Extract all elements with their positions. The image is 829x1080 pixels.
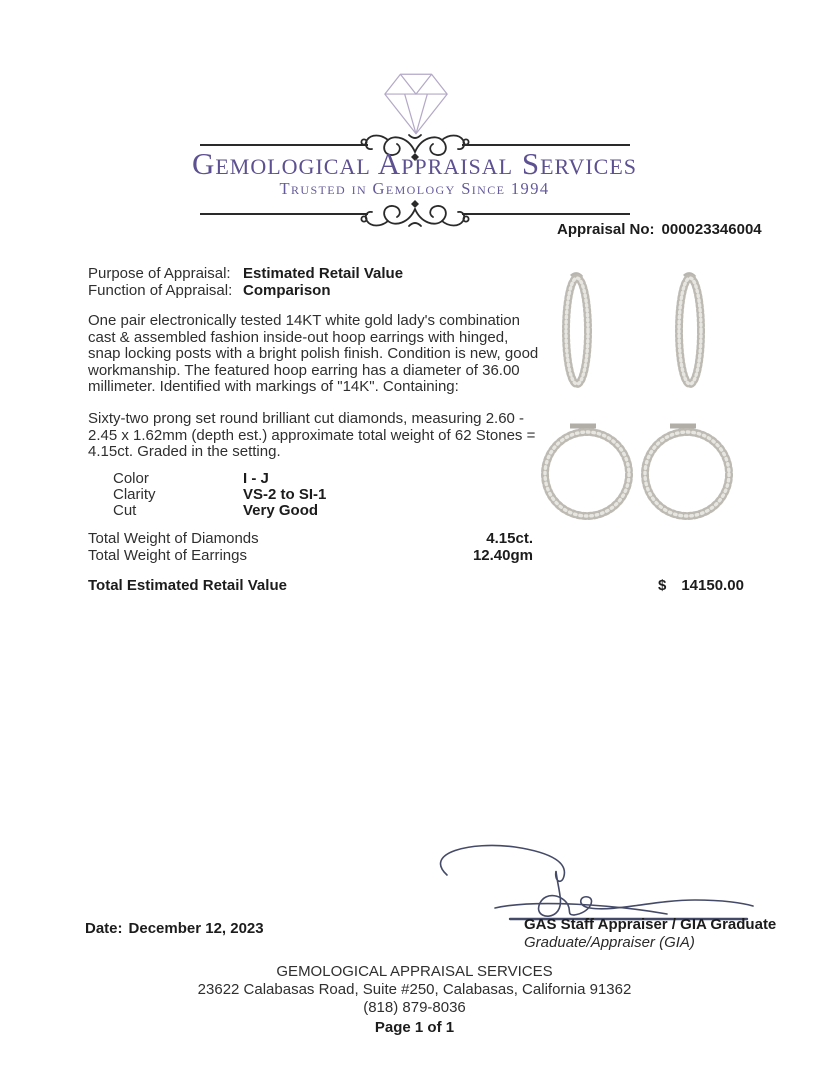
footer-address: 23622 Calabasas Road, Suite #250, Calabasas, California 91362 bbox=[197, 981, 632, 998]
company-tagline: Trusted in Gemology Since 1994 bbox=[279, 179, 550, 198]
retail-value: 14150.00 bbox=[681, 577, 744, 594]
function-label: Function of Appraisal: bbox=[88, 282, 233, 299]
weight-row-value: 4.15ct. bbox=[486, 530, 533, 547]
divider-line bbox=[462, 213, 630, 215]
grade-row-label: Clarity bbox=[113, 486, 156, 503]
signer-subtitle: Graduate/Appraiser (GIA) bbox=[524, 934, 695, 951]
divider-line bbox=[200, 213, 368, 215]
footer-company: GEMOLOGICAL APPRAISAL SERVICES bbox=[276, 963, 553, 980]
appraisal-number-label: Appraisal No: bbox=[557, 221, 655, 238]
item-description-paragraph: One pair electronically tested 14KT white gold lady's combination cast & assembled fashion inside-out hoop earrings with hinged, snap locking posts with a bright polish finish. Condition is new, good workmanship. The featured hoop earring has a diameter of 36.00 millimeter. Identified with markings of "14K". Containing: bbox=[88, 312, 539, 395]
earring-photo-front-left bbox=[536, 416, 638, 520]
grade-row-value: I - J bbox=[243, 470, 269, 487]
signer-title: GAS Staff Appraiser / GIA Graduate bbox=[524, 916, 777, 933]
appraisal-number bbox=[557, 221, 762, 238]
retail-value-label: Total Estimated Retail Value bbox=[88, 577, 287, 594]
flourish-icon bbox=[355, 199, 475, 235]
footer-phone: (818) 879-8036 bbox=[363, 999, 466, 1016]
date-label: Date: bbox=[85, 920, 123, 937]
weight-row-label: Total Weight of Earrings bbox=[88, 547, 247, 564]
grade-row-label: Color bbox=[113, 470, 149, 487]
grade-row-value: VS-2 to SI-1 bbox=[243, 486, 327, 503]
function-value: Comparison bbox=[243, 282, 331, 299]
diamond-description-paragraph: Sixty-two prong set round brilliant cut diamonds, measuring 2.60 - 2.45 x 1.62mm (depth est.) approximate total weight of 62 Stones = 4.15ct. Graded in the setting. bbox=[88, 410, 536, 460]
appraiser-signature bbox=[415, 841, 765, 923]
date-line bbox=[85, 920, 264, 937]
earring-photo-front-right bbox=[636, 416, 738, 520]
grade-row-label: Cut bbox=[113, 502, 137, 519]
footer-page-number: Page 1 of 1 bbox=[374, 1019, 455, 1036]
retail-value-amount bbox=[658, 577, 744, 594]
grade-row-value: Very Good bbox=[243, 502, 319, 519]
currency-symbol: $ bbox=[658, 577, 667, 594]
company-title: Gemological Appraisal Services bbox=[191, 146, 638, 181]
earring-photo-side-right bbox=[671, 268, 709, 388]
date-value: December 12, 2023 bbox=[128, 920, 264, 937]
purpose-value: Estimated Retail Value bbox=[243, 265, 404, 282]
purpose-label: Purpose of Appraisal: bbox=[88, 265, 231, 282]
weight-row-value: 12.40gm bbox=[472, 547, 533, 564]
earring-photo-side-left bbox=[558, 268, 596, 388]
weight-row-label: Total Weight of Diamonds bbox=[88, 530, 259, 547]
appraisal-number-value: 000023346004 bbox=[661, 221, 762, 238]
